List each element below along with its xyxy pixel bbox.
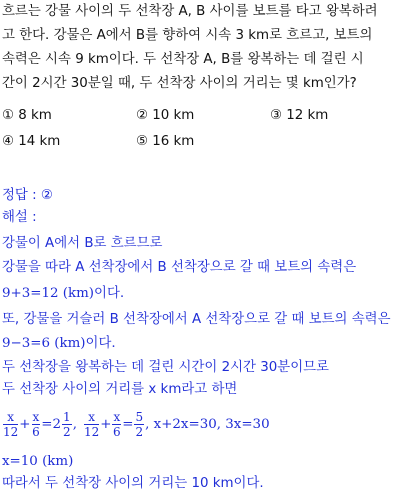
- explanation-line-3: 9+3=12 (km)이다.: [2, 286, 125, 301]
- choice-3: ③ 12 km: [270, 108, 329, 123]
- equals-mixed-whole: =2: [41, 416, 62, 432]
- explanation-line-2: 강물을 따라 A 선착장에서 B 선착장으로 갈 때 보트의 속력은: [2, 260, 357, 275]
- fraction-2-numerator: x: [32, 409, 40, 424]
- fraction-2: [32, 410, 41, 439]
- explanation-line-5: 9−3=6 (km)이다.: [2, 336, 116, 351]
- explanation-line-1: 강물이 A에서 B로 흐르므로: [2, 236, 163, 251]
- fraction-4: [112, 410, 121, 439]
- explanation-line-4: 또, 강물을 거슬러 B 선착장에서 A 선착장으로 갈 때 보트의 속력은: [2, 312, 391, 327]
- fraction-3-denominator: 12: [83, 424, 100, 439]
- choice-1: ① 8 km: [2, 108, 52, 123]
- question-line-1: 흐르는 강물 사이의 두 선착장 A, B 사이를 보트를 타고 왕복하려: [2, 4, 378, 19]
- equals-sign: =: [122, 416, 134, 432]
- conclusion-line: 따라서 두 선착장 사이의 거리는 10 km이다.: [2, 476, 264, 491]
- comma-1: ,: [72, 416, 77, 432]
- question-line-2: 고 한다. 강물은 A에서 B를 향하여 시속 3 km로 흐르고, 보트의: [2, 28, 373, 43]
- fraction-1: [3, 410, 18, 439]
- equation-tail: , x+2x=30, 3x=30: [145, 416, 270, 432]
- question-line-4: 간이 2시간 30분일 때, 두 선착장 사이의 거리는 몇 km인가?: [2, 76, 357, 91]
- question-line-3: 속력은 시속 9 km이다. 두 선착장 A, B를 왕복하는 데 걸린 시: [2, 52, 364, 67]
- fraction-3: [84, 410, 99, 439]
- fraction-2-denominator: 6: [32, 424, 40, 439]
- mixed-fraction-numerator: 1: [63, 409, 71, 424]
- fraction-5-numerator: 5: [135, 409, 144, 424]
- choice-5: ⑤ 16 km: [136, 134, 195, 149]
- fraction-4-numerator: x: [113, 409, 121, 424]
- fraction-1-numerator: x: [3, 410, 18, 425]
- fraction-5: [134, 410, 144, 439]
- explanation-line-6: 두 선착장을 왕복하는 데 걸린 시간이 2시간 30분이므로: [2, 360, 329, 375]
- explanation-label: 해설 :: [2, 210, 37, 225]
- fraction-5-denominator: 2: [135, 424, 144, 439]
- plus-sign-1: +: [19, 416, 31, 432]
- fraction-3-numerator: x: [84, 410, 99, 425]
- plus-sign-2: +: [100, 416, 112, 432]
- choice-2: ② 10 km: [136, 108, 195, 123]
- mixed-fraction: [62, 410, 72, 439]
- fraction-1-denominator: 12: [3, 424, 19, 439]
- result-line: x=10 (km): [2, 454, 74, 469]
- mixed-fraction-denominator: 2: [63, 424, 71, 439]
- explanation-line-7: 두 선착장 사이의 거리를 x km라고 하면: [2, 382, 238, 397]
- equation-line: [2, 404, 270, 444]
- choice-4: ④ 14 km: [2, 134, 61, 149]
- answer-label: 정답 : ②: [2, 188, 53, 203]
- fraction-4-denominator: 6: [113, 424, 121, 439]
